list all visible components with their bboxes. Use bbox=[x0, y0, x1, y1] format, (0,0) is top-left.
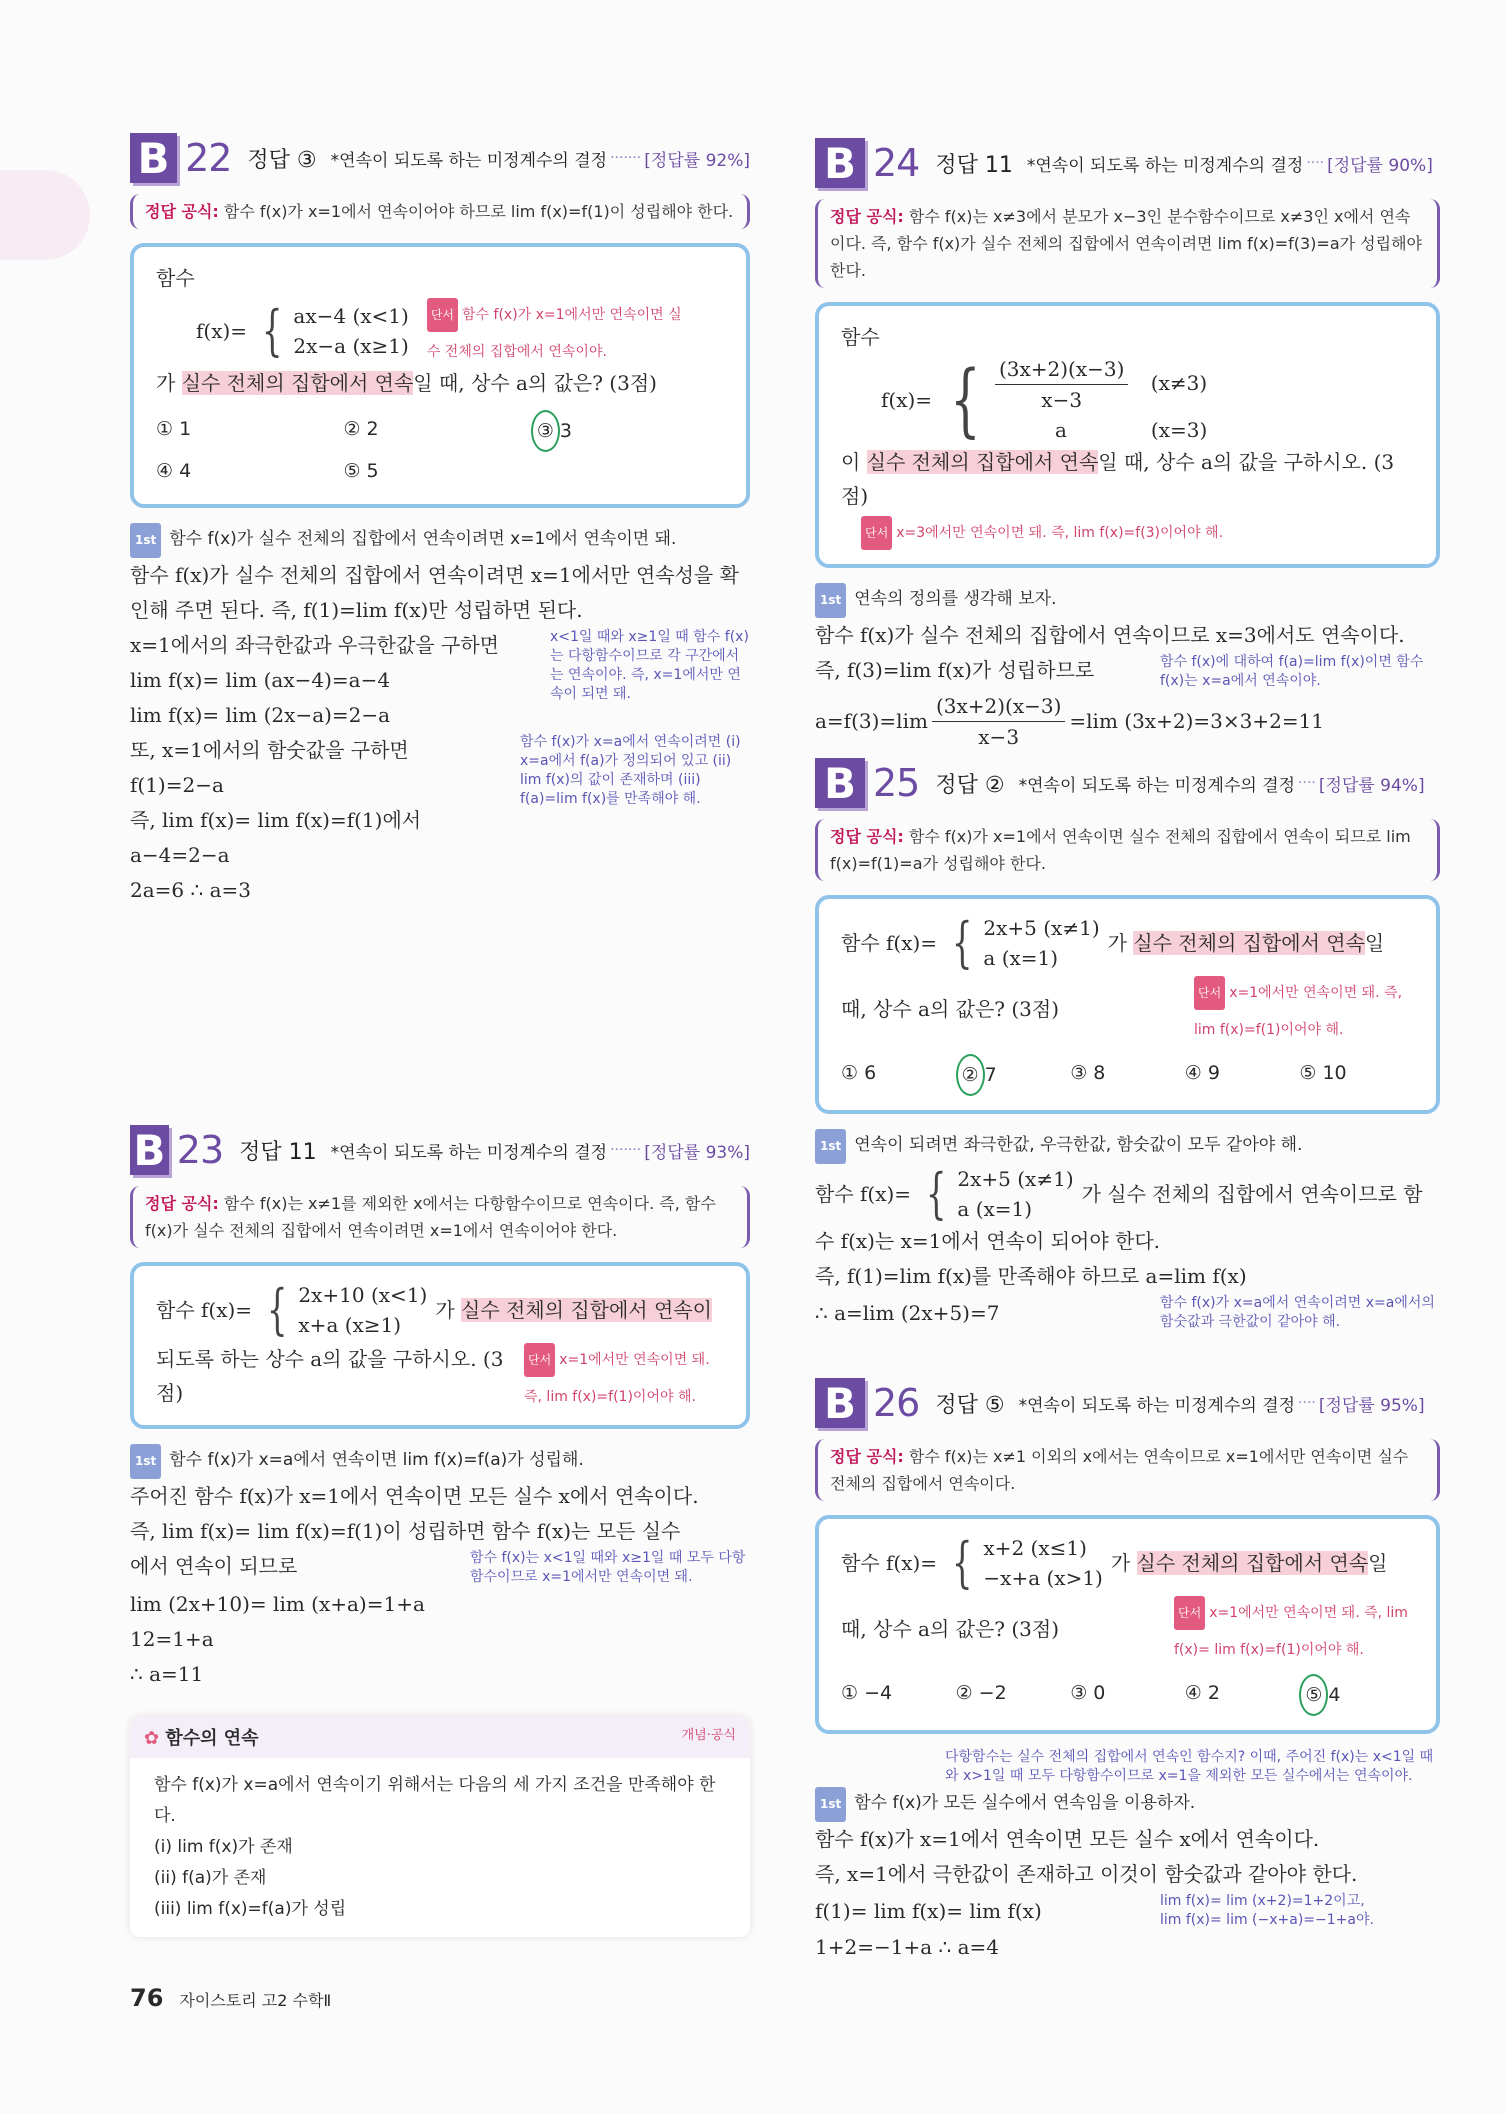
solution-line: a−4=2−a bbox=[130, 843, 230, 867]
piecewise bbox=[260, 1280, 427, 1340]
choices bbox=[841, 1054, 1414, 1096]
concept-tag: 개념·공식 bbox=[681, 1728, 736, 1743]
step-badge: 1st bbox=[815, 583, 846, 618]
concept-condition-1: (i) lim f(x)가 존재 bbox=[154, 1837, 293, 1857]
accuracy-rate: [정답률 95%] bbox=[1318, 1395, 1425, 1416]
question-function bbox=[841, 913, 1414, 973]
accuracy-rate: [정답률 90%] bbox=[1327, 155, 1433, 176]
function-name: 함수 f(x)= bbox=[841, 931, 938, 955]
formula-label: 정답 공식: bbox=[830, 827, 904, 846]
solution-line: 함수 f(x)가 실수 전체의 집합에서 연속이려면 x=1에서만 연속성을 확인해 주면 된다. 즉, f(1)=lim f(x)만 성립하면 된다. bbox=[130, 563, 739, 622]
problem-header bbox=[815, 1375, 1440, 1431]
choice-4[interactable]: ④ 4 bbox=[156, 460, 192, 482]
solution-line: f(1)=2−a bbox=[130, 773, 224, 797]
choice-4[interactable]: ④ 2 bbox=[1184, 1682, 1220, 1704]
answer-label: 정답 ⑤ bbox=[935, 1392, 1005, 1418]
solution-line: f(1)= lim f(x)= lim f(x) bbox=[815, 1898, 1042, 1923]
piece-1: x+2 (x≤1) bbox=[983, 1536, 1087, 1560]
choice-1[interactable]: ① −4 bbox=[841, 1682, 893, 1704]
page-number: 76 bbox=[130, 1984, 164, 2012]
solution bbox=[130, 522, 750, 908]
choice-5[interactable]: ⑤ 4 bbox=[1299, 1674, 1414, 1716]
solution bbox=[130, 1443, 750, 1692]
problem-number: 22 bbox=[185, 136, 232, 180]
side-note: x<1일 때와 x≥1일 때 함수 f(x)는 다항함수이므로 각 구간에서는 연속이야. 즉, x=1에서만 연속이 되면 돼. bbox=[550, 629, 749, 702]
answer-label: 정답 11 bbox=[239, 1139, 317, 1165]
piecewise bbox=[945, 1533, 1103, 1593]
concept-condition-3: (iii) lim f(x)=f(a)가 성립 bbox=[154, 1899, 347, 1919]
piece-2: x+a (x≥1) bbox=[298, 1313, 402, 1337]
piecewise bbox=[940, 354, 1207, 445]
solution-heading: 1st 함수 f(x)가 실수 전체의 집합에서 연속이려면 x=1에서 연속이면 돼. bbox=[130, 522, 750, 558]
problem-b22 bbox=[130, 130, 750, 908]
formula-text: 함수 f(x)가 x=1에서 연속이면 실수 전체의 집합에서 연속이 되므로 lim f(x)=f(1)=a가 성립해야 한다. bbox=[830, 827, 1411, 873]
highlight-text: 실수 전체의 집합에서 연속이 bbox=[461, 1298, 712, 1322]
function-name: f(x)= bbox=[196, 318, 248, 343]
solution-line: a=f(3)=lim $\frac{(3x+2)(x-3)}{x-3}$ =lim (3x+2)=3×3+2=11 bbox=[815, 691, 1440, 752]
solution-line: 즉, lim f(x)= lim f(x)=f(1)이 성립하면 함수 f(x)는 모든 실수 bbox=[130, 1519, 681, 1543]
formula-text: 함수 f(x)가 x=1에서 연속이어야 하므로 lim f(x)=f(1)이 성립해야 한다. bbox=[223, 202, 734, 221]
choice-4[interactable]: ④ 9 bbox=[1184, 1062, 1220, 1084]
solution bbox=[815, 1748, 1440, 1965]
formula-label: 정답 공식: bbox=[145, 1194, 219, 1213]
question-function bbox=[841, 354, 1414, 445]
hint-note: 단서 x=1에서만 연속이면 돼. 즉, lim f(x)=f(1)이어야 해. bbox=[524, 1340, 724, 1411]
problem-b23 bbox=[130, 1122, 750, 1937]
accuracy-rate: [정답률 94%] bbox=[1318, 775, 1425, 796]
denominator: x−3 bbox=[1041, 388, 1083, 412]
topic-label: *연속이 되도록 하는 미정계수의 결정 bbox=[1026, 155, 1304, 176]
question-box bbox=[130, 1262, 750, 1429]
condition-2: (x=3) bbox=[1150, 418, 1208, 442]
piece-2: −x+a (x>1) bbox=[983, 1566, 1103, 1590]
solution-line: 에서 연속이 되므로 bbox=[130, 1554, 298, 1578]
solution-line: 수 f(x)는 x=1에서 연속이 되어야 한다. bbox=[815, 1229, 1161, 1253]
solution-line: ∴ a=11 bbox=[130, 1662, 204, 1686]
problem-number: 23 bbox=[176, 1128, 224, 1172]
choices bbox=[156, 410, 724, 490]
solution-line: 함수 f(x)가 x=1에서 연속이면 모든 실수 x에서 연속이다. bbox=[815, 1827, 1320, 1851]
solution-heading: 1st 연속의 정의를 생각해 보자. bbox=[815, 582, 1440, 618]
topic-label: *연속이 되도록 하는 미정계수의 결정 bbox=[1018, 775, 1296, 796]
answer-label: 정답 ② bbox=[935, 772, 1005, 798]
formula-text: 함수 f(x)는 x≠1 이외의 x에서는 연속이므로 x=1에서만 연속이면 실수 전체의 집합에서 연속이다. bbox=[830, 1447, 1409, 1493]
side-tab-decoration bbox=[0, 170, 90, 260]
denominator: x−3 bbox=[978, 725, 1020, 749]
side-note: 다항함수는 실수 전체의 집합에서 연속인 함수지? 이때, 주어진 f(x)는 x<1일 때와 x>1일 때 모두 다항함수이므로 x=1을 제외한 모든 실수에서는 연속이야. bbox=[945, 1749, 1434, 1784]
dots-divider: ···· bbox=[1298, 775, 1316, 791]
problem-header bbox=[815, 135, 1440, 191]
page-footer bbox=[130, 1984, 331, 2012]
hint-tag: 단서 bbox=[1174, 1596, 1205, 1630]
question-box bbox=[815, 895, 1440, 1114]
question-box bbox=[130, 243, 750, 508]
piece-2: a (x=1) bbox=[957, 1197, 1033, 1221]
problem-number: 26 bbox=[873, 1381, 920, 1425]
condition-1: (x≠3) bbox=[1150, 371, 1208, 395]
formula-box bbox=[815, 199, 1440, 288]
problem-b26 bbox=[815, 1375, 1440, 1965]
piece-2: a (x=1) bbox=[983, 946, 1059, 970]
brace-icon: { bbox=[951, 911, 973, 974]
answer-label: 정답 11 bbox=[935, 152, 1013, 178]
choice-1[interactable]: ① 1 bbox=[156, 418, 192, 440]
problem-header bbox=[130, 1122, 750, 1178]
brace-icon: { bbox=[266, 1278, 288, 1341]
question-function bbox=[156, 295, 724, 366]
solution-line: 12=1+a bbox=[130, 1627, 214, 1651]
brace-icon: { bbox=[951, 1531, 973, 1594]
solution-line: lim f(x)= lim (ax−4)=a−4 bbox=[130, 668, 391, 692]
solution-line: 2a=6 ∴ a=3 bbox=[130, 878, 251, 902]
problem-header bbox=[130, 130, 750, 186]
solution-line: 함수 f(x)가 실수 전체의 집합에서 연속이므로 x=3에서도 연속이다. bbox=[815, 623, 1405, 647]
book-title: 자이스토리 고2 수학Ⅱ bbox=[179, 1991, 332, 2010]
side-note: 함수 f(x)가 x=a에서 연속이려면 (i) x=a에서 f(a)가 정의되어 있고 (ii) lim f(x)의 값이 존재하며 (iii) f(a)=lim f(x)를 만족해야 해. bbox=[520, 734, 741, 807]
solution-heading: 1st 함수 f(x)가 x=a에서 연속이면 lim f(x)=f(a)가 성립해. bbox=[130, 1443, 750, 1479]
fraction bbox=[932, 691, 1065, 752]
b-badge: B bbox=[815, 758, 865, 808]
dots-divider: ···· bbox=[1306, 155, 1325, 171]
side-note: 함수 f(x)에 대하여 f(a)=lim f(x)이면 함수 f(x)는 x=a에서 연속이야. bbox=[1160, 654, 1424, 689]
function-name: 함수 f(x)= bbox=[841, 1551, 938, 1575]
formula-label: 정답 공식: bbox=[145, 202, 219, 221]
side-note: lim f(x)= lim (x+2)=1+2이고, bbox=[1160, 1893, 1365, 1909]
side-note: 함수 f(x)는 x<1일 때와 x≥1일 때 모두 다항함수이므로 x=1에서만 연속이면 돼. bbox=[470, 1550, 746, 1585]
piece-2: a bbox=[1054, 418, 1067, 442]
brace-icon: { bbox=[950, 352, 981, 446]
choice-2[interactable]: ② 2 bbox=[343, 418, 379, 440]
choice-3[interactable]: ③ 0 bbox=[1070, 1682, 1106, 1704]
step-badge: 1st bbox=[815, 1787, 846, 1822]
question-text: 때, 상수 a의 값은? (3점) bbox=[841, 1616, 1060, 1641]
formula-text: 함수 f(x)는 x≠1를 제외한 x에서는 다항함수이므로 연속이다. 즉, 함수 f(x)가 실수 전체의 집합에서 연속이려면 x=1에서 연속이어야 한다. bbox=[145, 1194, 716, 1240]
numerator: (3x+2)(x−3) bbox=[932, 691, 1065, 722]
question-text: 이 실수 전체의 집합에서 연속일 때, 상수 a의 값을 구하시오. (3점) bbox=[841, 450, 1395, 508]
hint-tag: 단서 bbox=[427, 298, 458, 332]
question-text: 때, 상수 a의 값은? (3점) bbox=[841, 996, 1060, 1021]
hint-tag: 단서 bbox=[861, 516, 892, 550]
highlight-text: 실수 전체의 집합에서 연속 bbox=[1136, 1551, 1369, 1575]
formula-text: 함수 f(x)는 x≠3에서 분모가 x−3인 분수함수이므로 x≠3인 x에서 연속이다. 즉, 함수 f(x)가 실수 전체의 집합에서 연속이려면 lim f(x)=f(3)=a가 성립해야 한다. bbox=[830, 207, 1422, 280]
solution-line: lim f(x)= lim (2x−a)=2−a bbox=[130, 703, 391, 727]
answer-label: 정답 ③ bbox=[247, 147, 317, 173]
topic-label: *연속이 되도록 하는 미정계수의 결정 bbox=[1018, 1395, 1296, 1416]
formula-box bbox=[815, 819, 1440, 881]
hint-tag: 단서 bbox=[1194, 976, 1225, 1010]
concept-header bbox=[130, 1716, 750, 1758]
choice-2[interactable]: ② 7 bbox=[956, 1054, 1071, 1096]
formula-box bbox=[130, 194, 750, 229]
brace-icon: { bbox=[261, 298, 283, 362]
accuracy-rate: [정답률 92%] bbox=[644, 150, 750, 171]
question-intro: 함수 bbox=[841, 325, 880, 349]
solution-line: 함수 f(x)= { 2x+5 (x≠1) a (x=1) 가 실수 전체의 집합에서 연속이므로 함 bbox=[815, 1162, 1423, 1225]
piece-1: 2x+5 (x≠1) bbox=[957, 1167, 1074, 1191]
piece-1: 2x+10 (x<1) bbox=[298, 1283, 428, 1307]
piece-1: 2x+5 (x≠1) bbox=[983, 916, 1100, 940]
solution-line: ∴ a=lim (2x+5)=7 bbox=[815, 1300, 1000, 1325]
solution-line: 1+2=−1+a ∴ a=4 bbox=[815, 1935, 999, 1959]
b-badge: B bbox=[815, 1378, 865, 1428]
side-note: lim f(x)= lim (−x+a)=−1+a야. bbox=[1160, 1912, 1374, 1928]
question-function bbox=[156, 1280, 724, 1340]
accuracy-rate: [정답률 93%] bbox=[644, 1142, 750, 1163]
formula-box bbox=[130, 1186, 750, 1248]
problem-header bbox=[815, 755, 1440, 811]
question-text: 되도록 하는 상수 a의 값을 구하시오. (3점) bbox=[156, 1346, 504, 1405]
dots-divider: ···· bbox=[1298, 1395, 1316, 1411]
highlight-text: 실수 전체의 집합에서 연속 bbox=[1133, 931, 1365, 955]
solution-line: 즉, x=1에서 극한값이 존재하고 이것이 함숫값과 같아야 한다. bbox=[815, 1862, 1358, 1886]
solution-line: lim (2x+10)= lim (x+a)=1+a bbox=[130, 1592, 425, 1616]
hint-tag: 단서 bbox=[524, 1343, 555, 1377]
formula-box bbox=[815, 1439, 1440, 1501]
dots-divider: ······· bbox=[610, 150, 642, 166]
highlight-text: 실수 전체의 집합에서 연속 bbox=[181, 371, 414, 395]
piecewise bbox=[255, 298, 409, 362]
solution-line: 또, x=1에서의 함숫값을 구하면 bbox=[130, 738, 409, 762]
topic-label: *연속이 되도록 하는 미정계수의 결정 bbox=[330, 1142, 608, 1163]
correct-circle-icon: ② bbox=[956, 1054, 985, 1096]
piece-2: 2x−a (x≥1) bbox=[293, 333, 409, 358]
choice-5[interactable]: ⑤ 10 bbox=[1299, 1062, 1347, 1084]
question-intro: 함수 bbox=[156, 266, 195, 290]
hint-note: 단서 함수 f(x)가 x=1에서만 연속이면 실수 전체의 집합에서 연속이야. bbox=[427, 295, 687, 366]
step-badge: 1st bbox=[815, 1129, 846, 1164]
question-text: 가 실수 전체의 집합에서 연속일 bbox=[1107, 931, 1385, 955]
concept-box bbox=[130, 1716, 750, 1937]
formula-label: 정답 공식: bbox=[830, 207, 904, 226]
step-badge: 1st bbox=[130, 523, 161, 558]
concept-condition-2: (ii) f(a)가 존재 bbox=[154, 1868, 267, 1888]
question-text: 가 실수 전체의 집합에서 연속일 때, 상수 a의 값은? (3점) bbox=[156, 371, 657, 395]
numerator: (3x+2)(x−3) bbox=[995, 354, 1128, 385]
piecewise bbox=[919, 1164, 1074, 1224]
solution-line: 주어진 함수 f(x)가 x=1에서 연속이면 모든 실수 x에서 연속이다. bbox=[130, 1484, 699, 1508]
solution-line: 즉, f(3)=lim f(x)가 성립하므로 bbox=[815, 658, 1095, 682]
problem-b24 bbox=[815, 135, 1440, 752]
question-text: 가 실수 전체의 집합에서 연속일 bbox=[1110, 1551, 1388, 1575]
concept-line: 함수 f(x)가 x=a에서 연속이기 위해서는 다음의 세 가지 조건을 만족해야 한다. bbox=[154, 1775, 716, 1826]
function-name: 함수 f(x)= bbox=[156, 1298, 253, 1322]
piece-1: ax−4 (x<1) bbox=[293, 303, 409, 328]
solution-heading: 1st 함수 f(x)가 모든 실수에서 연속임을 이용하자. bbox=[815, 1786, 1440, 1822]
question-box bbox=[815, 302, 1440, 568]
step-badge: 1st bbox=[130, 1444, 161, 1479]
choice-2[interactable]: ② −2 bbox=[955, 1682, 1007, 1704]
choices bbox=[841, 1674, 1414, 1716]
solution-line: 즉, f(1)=lim f(x)를 만족해야 하므로 a=lim f(x) bbox=[815, 1264, 1247, 1288]
solution-heading: 1st 연속이 되려면 좌극한값, 우극한값, 함숫값이 모두 같아야 해. bbox=[815, 1128, 1440, 1164]
choice-3[interactable]: ③ 3 bbox=[531, 410, 718, 452]
correct-circle-icon: ⑤ bbox=[1299, 1674, 1328, 1716]
solution-line: x=1에서의 좌극한값과 우극한값을 구하면 bbox=[130, 633, 499, 657]
topic-label: *연속이 되도록 하는 미정계수의 결정 bbox=[330, 150, 608, 171]
b-badge: B bbox=[815, 138, 865, 188]
problem-number: 24 bbox=[873, 141, 920, 185]
problem-number: 25 bbox=[873, 761, 920, 805]
flower-icon: ✿ bbox=[144, 1728, 166, 1749]
choice-1[interactable]: ① 6 bbox=[841, 1062, 877, 1084]
question-text: 가 실수 전체의 집합에서 연속이 bbox=[435, 1298, 712, 1322]
b-badge: B bbox=[130, 1125, 169, 1175]
question-box bbox=[815, 1515, 1440, 1734]
highlight-text: 실수 전체의 집합에서 연속 bbox=[866, 450, 1099, 474]
formula-label: 정답 공식: bbox=[830, 1447, 904, 1466]
concept-body bbox=[130, 1758, 750, 1937]
function-name: f(x)= bbox=[881, 387, 933, 412]
concept-title: ✿ 함수의 연속 bbox=[144, 1728, 259, 1749]
solution bbox=[815, 1128, 1440, 1332]
choice-3[interactable]: ③ 8 bbox=[1070, 1062, 1106, 1084]
hint-note: 단서 x=1에서만 연속이면 돼. 즉, lim f(x)=f(1)이어야 해. bbox=[1194, 973, 1414, 1044]
b-badge: B bbox=[130, 133, 177, 183]
question-function bbox=[841, 1533, 1414, 1593]
brace-icon: { bbox=[925, 1162, 947, 1225]
hint-note: 단서 x=1에서만 연속이면 돼. 즉, lim f(x)= lim f(x)=f(1)이어야 해. bbox=[1174, 1593, 1414, 1664]
side-note: 함수 f(x)가 x=a에서 연속이려면 x=a에서의 함숫값과 극한값이 같아야 해. bbox=[1160, 1295, 1435, 1330]
problem-b25 bbox=[815, 755, 1440, 1332]
solution-line: 즉, lim f(x)= lim f(x)=f(1)에서 bbox=[130, 808, 422, 832]
dots-divider: ······· bbox=[610, 1142, 642, 1158]
correct-circle-icon: ③ bbox=[531, 410, 560, 452]
hint-note: 단서 x=3에서만 연속이면 돼. 즉, lim f(x)=f(3)이어야 해. bbox=[841, 513, 1414, 550]
choice-5[interactable]: ⑤ 5 bbox=[343, 460, 379, 482]
fraction bbox=[995, 354, 1128, 415]
solution bbox=[815, 582, 1440, 752]
piecewise bbox=[945, 913, 1100, 973]
